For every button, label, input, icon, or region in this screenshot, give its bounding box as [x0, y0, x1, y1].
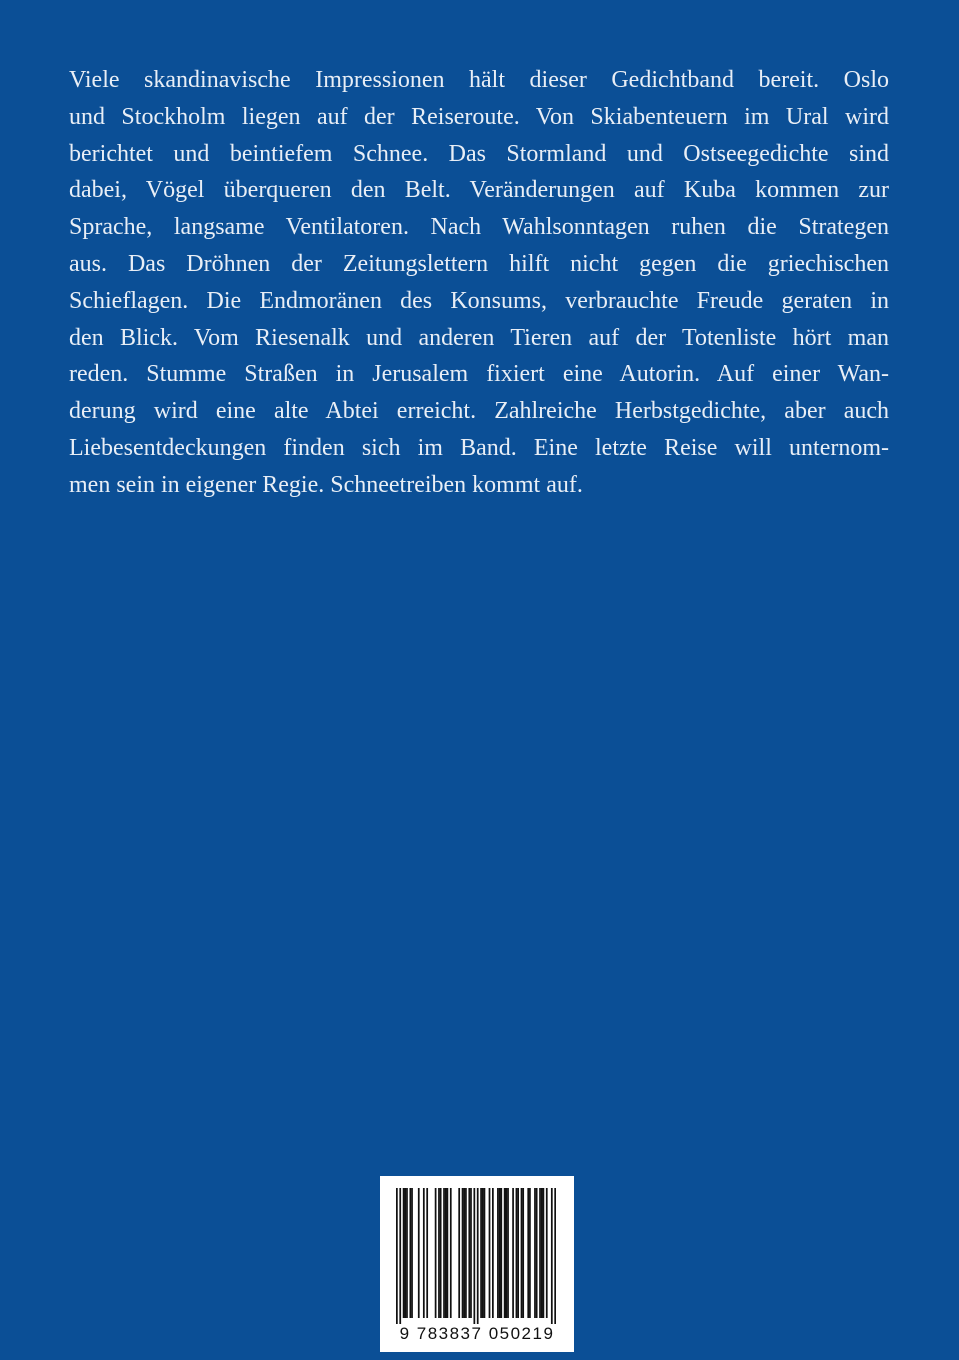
barcode-bar — [447, 1188, 449, 1318]
barcode-bar — [426, 1188, 428, 1318]
blurb-line: und Stockholm liegen auf der Reiseroute. Von Skiabenteuern im Ural wird — [69, 103, 889, 130]
barcode-bar — [440, 1188, 442, 1318]
barcode-bar — [504, 1188, 506, 1318]
blurb-line: derung wird eine alte Abtei erreicht. Zahlreiche Herbstgedichte, aber auch — [69, 398, 889, 425]
barcode-bar — [463, 1188, 465, 1318]
barcode-bar — [536, 1188, 538, 1318]
barcode-bar — [539, 1188, 541, 1318]
barcode-bar — [404, 1188, 406, 1318]
barcode-bar — [527, 1188, 529, 1318]
barcode-bar — [445, 1188, 447, 1318]
barcode-bar — [551, 1188, 553, 1324]
blurb-line: dabei, Vögel überqueren den Belt. Veränderungen auf Kuba kommen zur — [69, 177, 889, 204]
barcode-bar — [521, 1188, 523, 1318]
blurb-line: berichtet und beintiefem Schnee. Das Stormland und Ostseegedichte sind — [69, 140, 889, 167]
barcode-bar — [534, 1188, 536, 1318]
barcode-bar — [497, 1188, 499, 1318]
barcode-bar — [517, 1188, 519, 1318]
barcode-bar — [438, 1188, 440, 1318]
barcode-bar — [477, 1188, 479, 1324]
blurb-line: Schieflagen. Die Endmoränen des Konsums, verbrauchte Freude geraten in — [69, 287, 889, 314]
barcode-bar — [505, 1188, 507, 1318]
barcode-bar — [541, 1188, 543, 1318]
barcode-bar — [443, 1188, 445, 1318]
barcode-bar — [484, 1188, 486, 1318]
barcode-bar — [418, 1188, 420, 1318]
barcode-bar — [458, 1188, 460, 1318]
barcode-bar — [543, 1188, 545, 1318]
barcode-bar — [499, 1188, 501, 1318]
blurb-line: aus. Das Dröhnen der Zeitungslettern hilft nicht gegen die griechischen — [69, 250, 889, 277]
barcode-bar — [465, 1188, 467, 1318]
barcode-bar — [423, 1188, 425, 1318]
barcode-bar — [489, 1188, 491, 1318]
barcode-bar — [529, 1188, 531, 1318]
isbn-number: 9 783837 050219 — [399, 1324, 555, 1343]
barcode-bar — [399, 1188, 401, 1324]
barcode-bar — [435, 1188, 437, 1318]
barcode-bar — [522, 1188, 524, 1318]
barcode-bar — [480, 1188, 482, 1318]
barcode-bar — [554, 1188, 556, 1324]
barcode-bar — [512, 1188, 514, 1318]
isbn-barcode — [380, 1176, 574, 1352]
barcode-bar — [500, 1188, 502, 1318]
barcode-bars — [396, 1188, 556, 1324]
blurb-line: Viele skandinavische Impressionen hält dieser Gedichtband bereit. Oslo — [69, 67, 889, 93]
barcode-bar — [406, 1188, 408, 1318]
barcode-bar — [409, 1188, 411, 1318]
barcode-bar — [396, 1188, 398, 1324]
barcode-bar — [462, 1188, 464, 1318]
barcode-bar — [450, 1188, 452, 1318]
barcode-bar — [470, 1188, 472, 1318]
blurb-line: den Blick. Vom Riesenalk und anderen Tieren auf der Totenliste hört man — [69, 324, 889, 351]
barcode-bar — [468, 1188, 470, 1318]
barcode-bar — [546, 1188, 548, 1318]
barcode-bar — [403, 1188, 405, 1318]
blurb-text — [69, 62, 889, 504]
barcode-bar — [516, 1188, 518, 1318]
barcode-bar — [482, 1188, 484, 1318]
barcode-bar — [492, 1188, 494, 1318]
blurb-line: Sprache, langsame Ventilatoren. Nach Wahlsonntagen ruhen die Strategen — [69, 214, 889, 241]
barcode-bar — [507, 1188, 509, 1318]
barcode-bar — [411, 1188, 413, 1318]
blurb-line: men sein in eigener Regie. Schneetreiben kommt auf. — [69, 471, 583, 498]
barcode-bar — [473, 1188, 475, 1324]
blurb-line: Liebesentdeckungen finden sich im Band. Eine letzte Reise will unternom- — [69, 434, 889, 461]
blurb-line: reden. Stumme Straßen in Jerusalem fixiert eine Autorin. Auf einer Wan- — [69, 361, 889, 388]
